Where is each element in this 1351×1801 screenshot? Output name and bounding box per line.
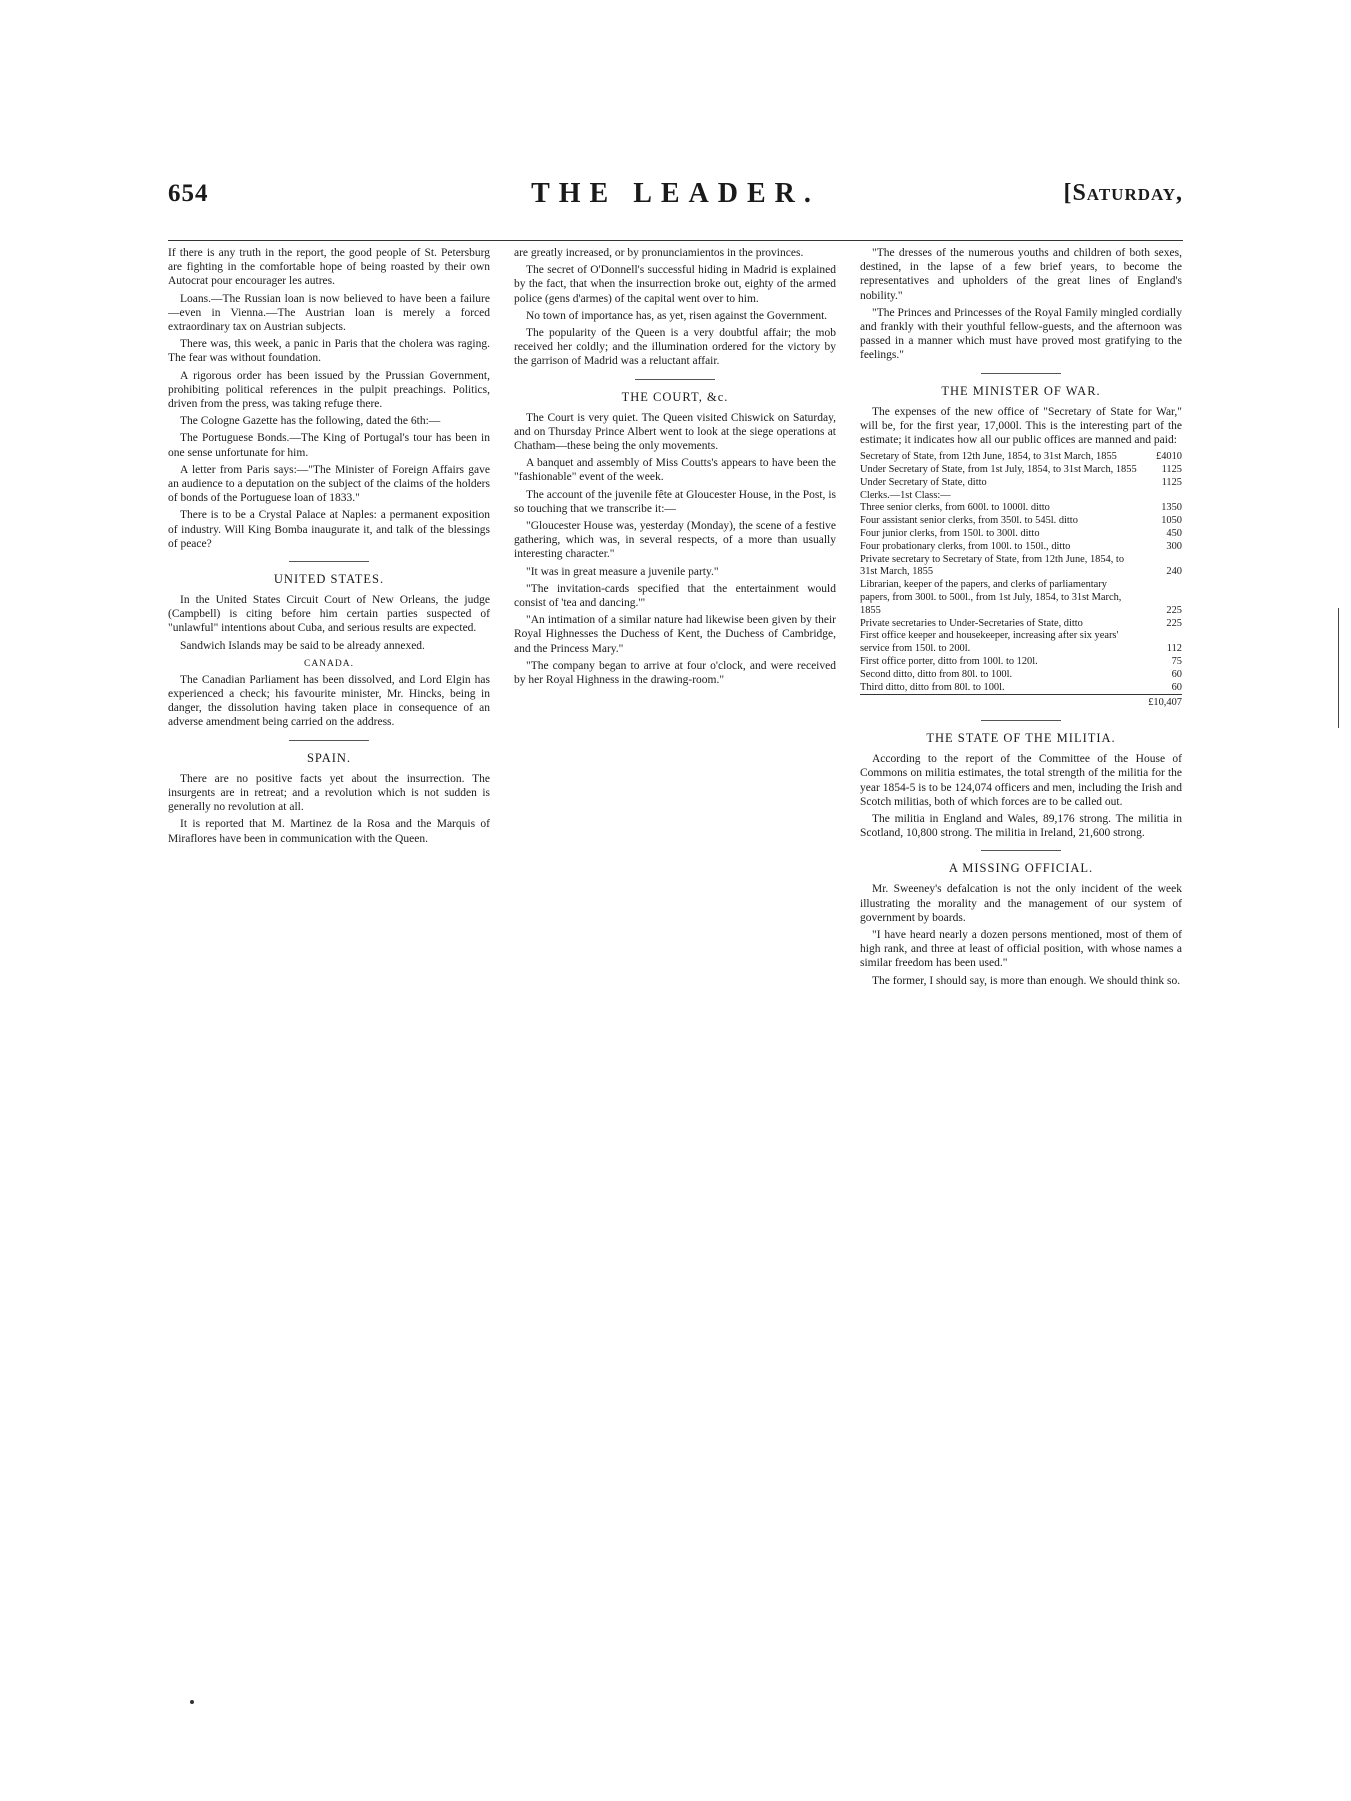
- header-rule: [168, 240, 1183, 241]
- salary-table: [860, 451, 1182, 710]
- article-paragraph: The expenses of the new office of "Secretary of State for War," will be, for the first year, 17,000l. This is the interesting part of the estimate; it indicates how all our public offices are manned and paid:: [860, 405, 1182, 447]
- salary-row: [860, 669, 1182, 682]
- salary-item: Four probationary clerks, from 100l. to 150l., ditto: [860, 540, 1071, 552]
- salary-amount: £4010: [1156, 451, 1182, 463]
- margin-mark: [1338, 608, 1341, 728]
- salary-item: Three senior clerks, from 600l. to 1000l. ditto: [860, 502, 1050, 514]
- article-paragraph: It is reported that M. Martinez de la Rosa and the Marquis of Miraflores have been in communication with the Queen.: [168, 818, 490, 845]
- salary-row: [860, 618, 1182, 631]
- section-heading-united-states: UNITED STATES.: [273, 572, 385, 587]
- salary-row: [860, 502, 1182, 515]
- article-paragraph: "The company began to arrive at four o'clock, and were received by her Royal Highness in the drawing-room.": [514, 659, 836, 687]
- salary-row: [860, 541, 1182, 554]
- salary-amount: 1125: [1161, 476, 1182, 488]
- article-paragraph: The former, I should say, is more than enough. We should think so.: [872, 974, 1181, 987]
- article-paragraph: No town of importance has, as yet, risen against the Government.: [526, 309, 828, 322]
- salary-item: Under Secretary of State, from 1st July, 1854, to 31st March, 1855: [860, 464, 1137, 476]
- salary-item: First office porter, ditto from 100l. to 120l.: [860, 655, 1038, 667]
- salary-amount: 60: [1171, 668, 1182, 680]
- salary-amount: 112: [1166, 643, 1182, 655]
- section-heading-missing-official: A MISSING OFFICIAL.: [948, 861, 1094, 876]
- article-paragraph: "An intimation of a similar nature had likewise been given by their Royal Highnesses the Duchess of Kent, the Duchess of Cambridge, and the Princess Mary.": [514, 614, 836, 655]
- salary-row: [860, 451, 1182, 464]
- article-paragraph: The account of the juvenile fête at Gloucester House, in the Post, is so touching that we transcribe it:—: [514, 488, 836, 515]
- article-paragraph: "It was in great measure a juvenile party.": [526, 565, 719, 578]
- article-paragraph: "The Princes and Princesses of the Royal Family mingled cordially and frankly with their youthful fellow-guests, and the afternoon was passed in a manner which must have proved most gratifying to the feelings.": [860, 306, 1182, 362]
- salary-amount: 75: [1171, 655, 1182, 667]
- article-paragraph: According to the report of the Committee of the House of Commons on militia estimates, the total strength of the militia for the year 1854-5 is to be 124,074 officers and men, including the Irish and Scotch militias, both of which forces are to be called out.: [860, 753, 1182, 808]
- salary-item: Four junior clerks, from 150l. to 300l. ditto: [860, 528, 1040, 540]
- article-paragraph: A letter from Paris says:—"The Minister of Foreign Affairs gave an audience to a deputation on the subject of the claims of the holders of bonds of the Portuguese loan of 1833.": [168, 463, 490, 505]
- salary-row: [860, 464, 1182, 477]
- salary-amount: 225: [1166, 617, 1182, 629]
- article-paragraph: The Cologne Gazette has the following, dated the 6th:—: [180, 415, 441, 428]
- salary-item: Third ditto, ditto from 80l. to 100l.: [860, 681, 1005, 693]
- salary-total: £10,407: [1142, 695, 1182, 710]
- page-number: 654: [168, 180, 209, 207]
- salary-amount: [1142, 490, 1182, 503]
- section-divider: [981, 720, 1061, 721]
- article-paragraph: "I have heard nearly a dozen persons mentioned, most of them of high rank, and three at least of official position, with whose names a similar freedom has been used.": [860, 929, 1182, 970]
- column-right: [860, 246, 1182, 1586]
- salary-amount: 450: [1166, 528, 1182, 540]
- article-paragraph: There is to be a Crystal Palace at Naples: a permanent exposition of industry. Will King Bomba inaugurate it, and talk of the blessings of peace?: [168, 509, 490, 550]
- article-paragraph: The Portuguese Bonds.—The King of Portugal's tour has been in one sense unfortunate for him.: [168, 432, 490, 459]
- article-paragraph: Mr. Sweeney's defalcation is not the only incident of the week illustrating the morality and the management of our system of government by boards.: [860, 883, 1182, 924]
- section-divider: [981, 373, 1061, 374]
- salary-item: First office keeper and housekeeper, increasing after six years' service from 150l. to 200l.: [860, 630, 1119, 655]
- article-paragraph: "Gloucester House was, yesterday (Monday), the scene of a festive gathering, which was, in several respects, of a more than usually interesting character.": [514, 520, 836, 561]
- article-paragraph: The secret of O'Donnell's successful hiding in Madrid is explained by the fact, that when the insurrection broke out, eighty of the armed police (gens d'armes) of the capital went over to him.: [514, 264, 836, 305]
- article-paragraph: Loans.—The Russian loan is now believed to have been a failure—even in Vienna.—The Austrian loan is merely a forced extraordinary tax on Austrian subjects.: [168, 292, 490, 334]
- salary-row: [860, 579, 1182, 617]
- salary-amount: 1050: [1161, 515, 1182, 527]
- article-paragraph: "The dresses of the numerous youths and children of both sexes, destined, in the lapse of a few brief years, to become the representatives and upholders of the great lines of England's nobility.": [860, 247, 1182, 302]
- section-heading-spain: SPAIN.: [306, 750, 352, 765]
- page-header: [168, 168, 1183, 218]
- salary-row: [860, 656, 1182, 669]
- section-heading-minister-of-war: THE MINISTER OF WAR.: [941, 383, 1101, 398]
- masthead-title: THE LEADER.: [531, 178, 820, 209]
- salary-item: Secretary of State, from 12th June, 1854, to 31st March, 1855: [860, 451, 1117, 463]
- salary-amount: 240: [1166, 566, 1182, 578]
- salary-row: [860, 554, 1182, 580]
- article-paragraph: A banquet and assembly of Miss Coutts's appears to have been the "fashionable" event of the week.: [514, 457, 836, 484]
- salary-row: [860, 630, 1182, 656]
- column-middle: [514, 246, 836, 1586]
- section-heading-court: THE COURT, &c.: [621, 389, 729, 404]
- section-subheading-canada: CANADA.: [303, 658, 354, 669]
- salary-item: Librarian, keeper of the papers, and clerks of parliamentary papers, from 300l. to 500l., from 1st July, 1854, to 31st March, 1855: [860, 579, 1122, 616]
- article-paragraph: In the United States Circuit Court of New Orleans, the judge (Campbell) is citing before him certain parties suspected of "unlawful" intentions about Cuba, and serious results are expected.: [168, 594, 490, 635]
- article-paragraph: are greatly increased, or by pronunciamientos in the provinces.: [514, 247, 804, 259]
- salary-amount: 60: [1171, 681, 1182, 693]
- section-divider: [635, 379, 715, 380]
- salary-row: [860, 490, 1182, 503]
- salary-item: Private secretary to Secretary of State, from 12th June, 1854, to 31st March, 1855: [860, 553, 1125, 578]
- salary-row: [860, 528, 1182, 541]
- salary-amount: 1350: [1161, 502, 1182, 514]
- article-paragraph: The popularity of the Queen is a very doubtful affair; the mob received her coldly; and the illumination ordered for the victory by the garrison of Madrid was a reluctant affair.: [514, 327, 836, 368]
- section-heading-militia: THE STATE OF THE MILITIA.: [926, 731, 1116, 746]
- section-divider: [289, 740, 369, 741]
- section-divider: [289, 561, 369, 562]
- ink-speck: [190, 1700, 194, 1704]
- salary-item: Private secretaries to Under-Secretaries of State, ditto: [860, 617, 1083, 629]
- salary-total-row: [860, 695, 1182, 710]
- article-paragraph: If there is any truth in the report, the good people of St. Petersburg are fighting in the comfortable hope of being roasted by their own Autocrat pour encourager les autres.: [168, 247, 490, 288]
- article-paragraph: "The invitation-cards specified that the entertainment would consist of 'tea and dancing.'": [514, 582, 836, 610]
- article-paragraph: The Canadian Parliament has been dissolved, and Lord Elgin has experienced a check; his favourite minister, Mr. Hincks, being in danger, the dissolution having taken place in consequence of an adverse amendment being carried on the address.: [168, 673, 490, 729]
- article-paragraph: The Court is very quiet. The Queen visited Chiswick on Saturday, and on Thursday Prince Albert went to look at the siege operations at Chatham—these being the only movements.: [514, 411, 836, 453]
- article-paragraph: The militia in England and Wales, 89,176 strong. The militia in Scotland, 10,800 strong. The militia in Ireland, 21,600 strong.: [860, 812, 1182, 840]
- salary-row: [860, 515, 1182, 528]
- article-paragraph: There was, this week, a panic in Paris that the cholera was raging. The fear was without foundation.: [168, 338, 490, 365]
- column-left: [168, 246, 490, 1586]
- salary-item: Clerks.—1st Class:—: [860, 489, 951, 501]
- section-divider: [981, 850, 1061, 851]
- page-day-label: [Saturday,: [1063, 180, 1183, 206]
- salary-amount: 1125: [1161, 464, 1182, 476]
- salary-row: [860, 477, 1182, 490]
- salary-amount: 300: [1166, 540, 1182, 552]
- article-paragraph: Sandwich Islands may be said to be already annexed.: [180, 639, 425, 652]
- salary-row: [860, 682, 1182, 695]
- salary-item: Four assistant senior clerks, from 350l. to 545l. ditto: [860, 515, 1078, 527]
- salary-amount: 225: [1166, 604, 1182, 616]
- article-paragraph: A rigorous order has been issued by the Prussian Government, prohibiting political references in the pulpit preachings. Politics, driven from the press, was taking refuge there.: [168, 369, 490, 411]
- salary-item: Under Secretary of State, ditto: [860, 476, 987, 488]
- article-paragraph: There are no positive facts yet about the insurrection. The insurgents are in retreat; and a revolution which is not sudden is generally no revolution at all.: [168, 772, 490, 814]
- salary-item: Second ditto, ditto from 80l. to 100l.: [860, 668, 1013, 680]
